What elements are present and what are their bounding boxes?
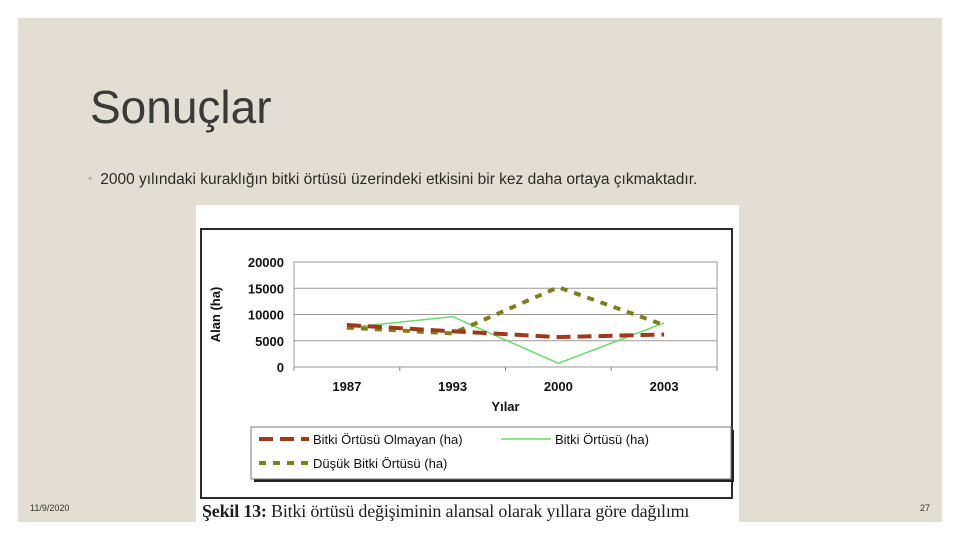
caption-label: Şekil 13: [202,501,267,521]
y-tick-label: 5000 [255,333,284,349]
y-tick-label: 10000 [247,307,284,323]
page-number: 27 [920,503,931,513]
x-tick-label: 2003 [649,379,679,394]
figure-image [196,205,739,522]
x-tick-label: 2000 [543,379,573,394]
line-chart [196,205,739,522]
figure-caption [202,501,689,522]
x-tick-label: 1993 [438,379,468,394]
x-axis-title: Yılar [491,399,520,414]
bullet-text: 2000 yılındaki kuraklığın bitki örtüsü üzerindeki etkisini bir kez daha ortaya çıkmaktadır. [100,171,698,188]
legend-label: Bitki Örtüsü (ha) [555,432,649,447]
legend-label: Düşük Bitki Örtüsü (ha) [313,456,448,471]
y-tick-label: 15000 [247,281,284,297]
bullet-point [88,171,697,189]
y-axis-title: Alan (ha) [208,286,223,343]
series-line [347,317,664,364]
slide-title: Sonuçlar [90,81,272,133]
footer-date: 11/9/2020 [30,503,70,513]
bullet-icon: ◦ [88,171,93,185]
y-tick-label: 20000 [247,255,284,270]
legend-label: Bitki Örtüsü Olmayan (ha) [313,432,463,447]
caption-text: Bitki örtüsü değişiminin alansal olarak yıllara göre dağılımı [266,501,690,521]
y-tick-label: 0 [276,360,284,375]
x-tick-label: 1987 [332,379,362,394]
